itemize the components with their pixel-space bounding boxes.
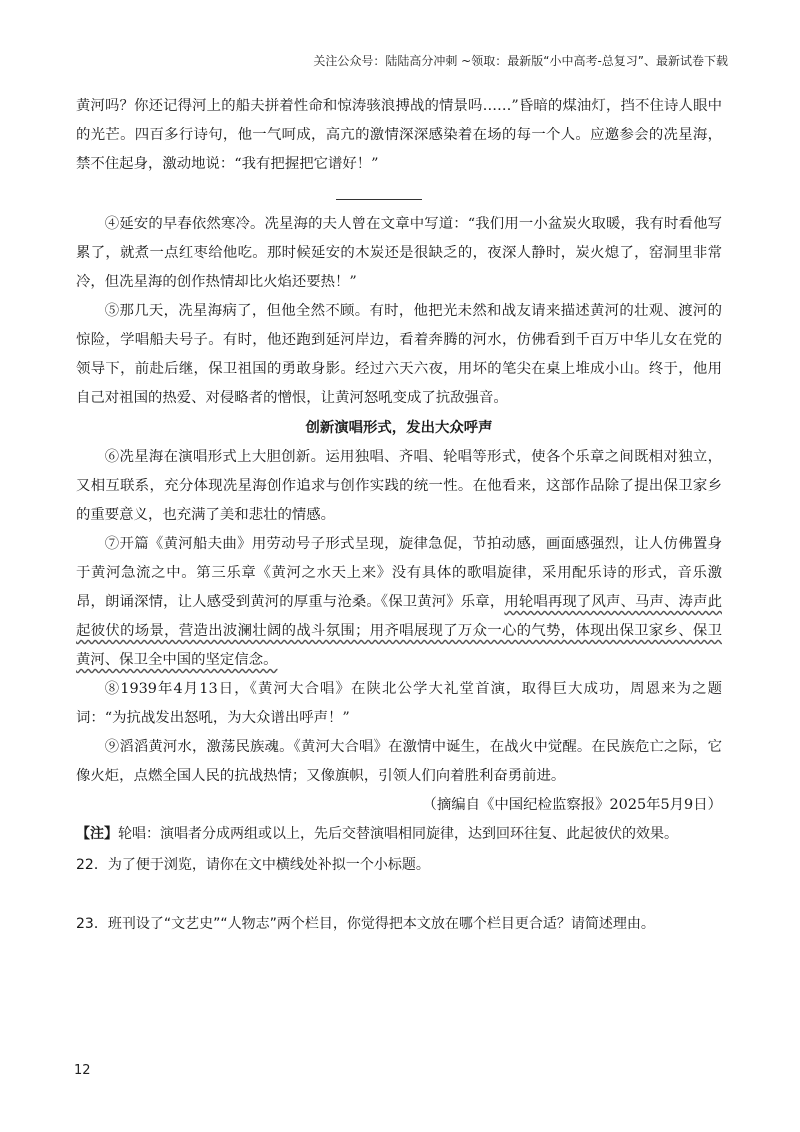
section-subheading: 创新演唱形式，发出大众呼声 xyxy=(305,419,493,436)
paragraph-6: ⑥冼星海在演唱形式上大胆创新。运用独唱、齐唱、轮唱等形式，使各个乐章之间既相对独立，又相互联系，充分体现冼星海创作追求与创作实践的统一性。在他看来，这部作品除了提出保卫家乡的重要意义，也充满了美和悲壮的情感。 xyxy=(76,449,722,523)
question-23: 23．班刊设了“文艺史”“人物志”两个栏目，你觉得把本文放在哪个栏目更合适？请简述理由。 xyxy=(76,916,655,932)
paragraph-9: ⑨滔滔黄河水，激荡民族魂。《黄河大合唱》在激情中诞生，在战火中觉醒。在民族危亡之际，它像火炬，点燃全国人民的抗战热情；又像旗帜，引领人们向着胜利奋勇前进。 xyxy=(76,739,722,784)
wavy-underlined-text: 用轮唱再现了风声、马声、涛声此起彼伏的场景，营造出波澜壮阔的战斗氛围；用齐唱展现了万众一心的气势，体现出保卫家乡、保卫黄河、保卫全中国的坚定信念。 xyxy=(76,594,722,668)
question-22: 22．为了便于浏览，请你在文中横线处补拟一个小标题。 xyxy=(76,857,430,873)
paragraph-4: ④延安的早春依然寒冷。冼星海的夫人曾在文章中写道：“我们用一小盆炭火取暖，我有时看他写累了，就煮一点红枣给他吃。那时候延安的木炭还是很缺乏的，夜深人静时，炭火熄了，窑洞里非常冷，但冼星海的创作热情却比火焰还要热！” xyxy=(76,216,722,290)
article-source: （摘编自《中国纪检监察报》2025年5月9日） xyxy=(422,797,722,813)
paragraph-7-text: ⑦开篇《黄河船夫曲》用劳动号子形式呈现，旋律急促，节拍动感，画面感强烈，让人仿佛置身于黄河急流之中。第三乐章《黄河之水天上来》没有具体的歌唱旋律，采用配乐诗的形式，音乐激昂，朗诵深情，让人感受到黄河的厚重与沧桑。《保卫黄河》乐章， xyxy=(76,536,722,610)
note-text: 轮唱：演唱者分成两组或以上，先后交替演唱相同旋律，达到回环往复、此起彼伏的效果。 xyxy=(118,826,678,842)
note-label: 【注】 xyxy=(76,826,118,842)
page-number: 12 xyxy=(74,1063,91,1078)
paragraph-intro: 黄河吗？你还记得河上的船夫拼着性命和惊涛骇浪搏战的情景吗……”昏暗的煤油灯，挡不住诗人眼中的光芒。四百多行诗句，他一气呵成，高亢的激情深深感染着在场的每一个人。应邀参会的冼星海，禁不住起身，激动地说：“我有把握把它谱好！” xyxy=(76,98,722,172)
paragraph-7 xyxy=(76,530,722,675)
article-body xyxy=(76,92,722,939)
subheading-blank-line xyxy=(336,199,422,200)
paragraph-8: ⑧1939年4月13日，《黄河大合唱》在陕北公学大礼堂首演，取得巨大成功，周恩来为之题词：“为抗战发出怒吼，为大众谱出呼声！” xyxy=(76,681,722,726)
page-header: 关注公众号：陆陆高分冲刺 ~领取：最新版“小中高考-总复习”、最新试卷下载 xyxy=(313,54,728,68)
annotation-note xyxy=(76,820,722,849)
paragraph-5: ⑤那几天，冼星海病了，但他全然不顾。有时，他把光未然和战友请来描述黄河的壮观、渡河的惊险，学唱船夫号子。有时，他还跑到延河岸边，看着奔腾的河水，仿佛看到千百万中华儿女在党的领导下，前赴后继，保卫祖国的勇敢身影。经过六天六夜，用坏的笔尖在桌上堆成小山。终于，他用自己对祖国的热爱、对侵略者的憎恨，让黄河怒吼变成了抗敌强音。 xyxy=(76,303,722,406)
